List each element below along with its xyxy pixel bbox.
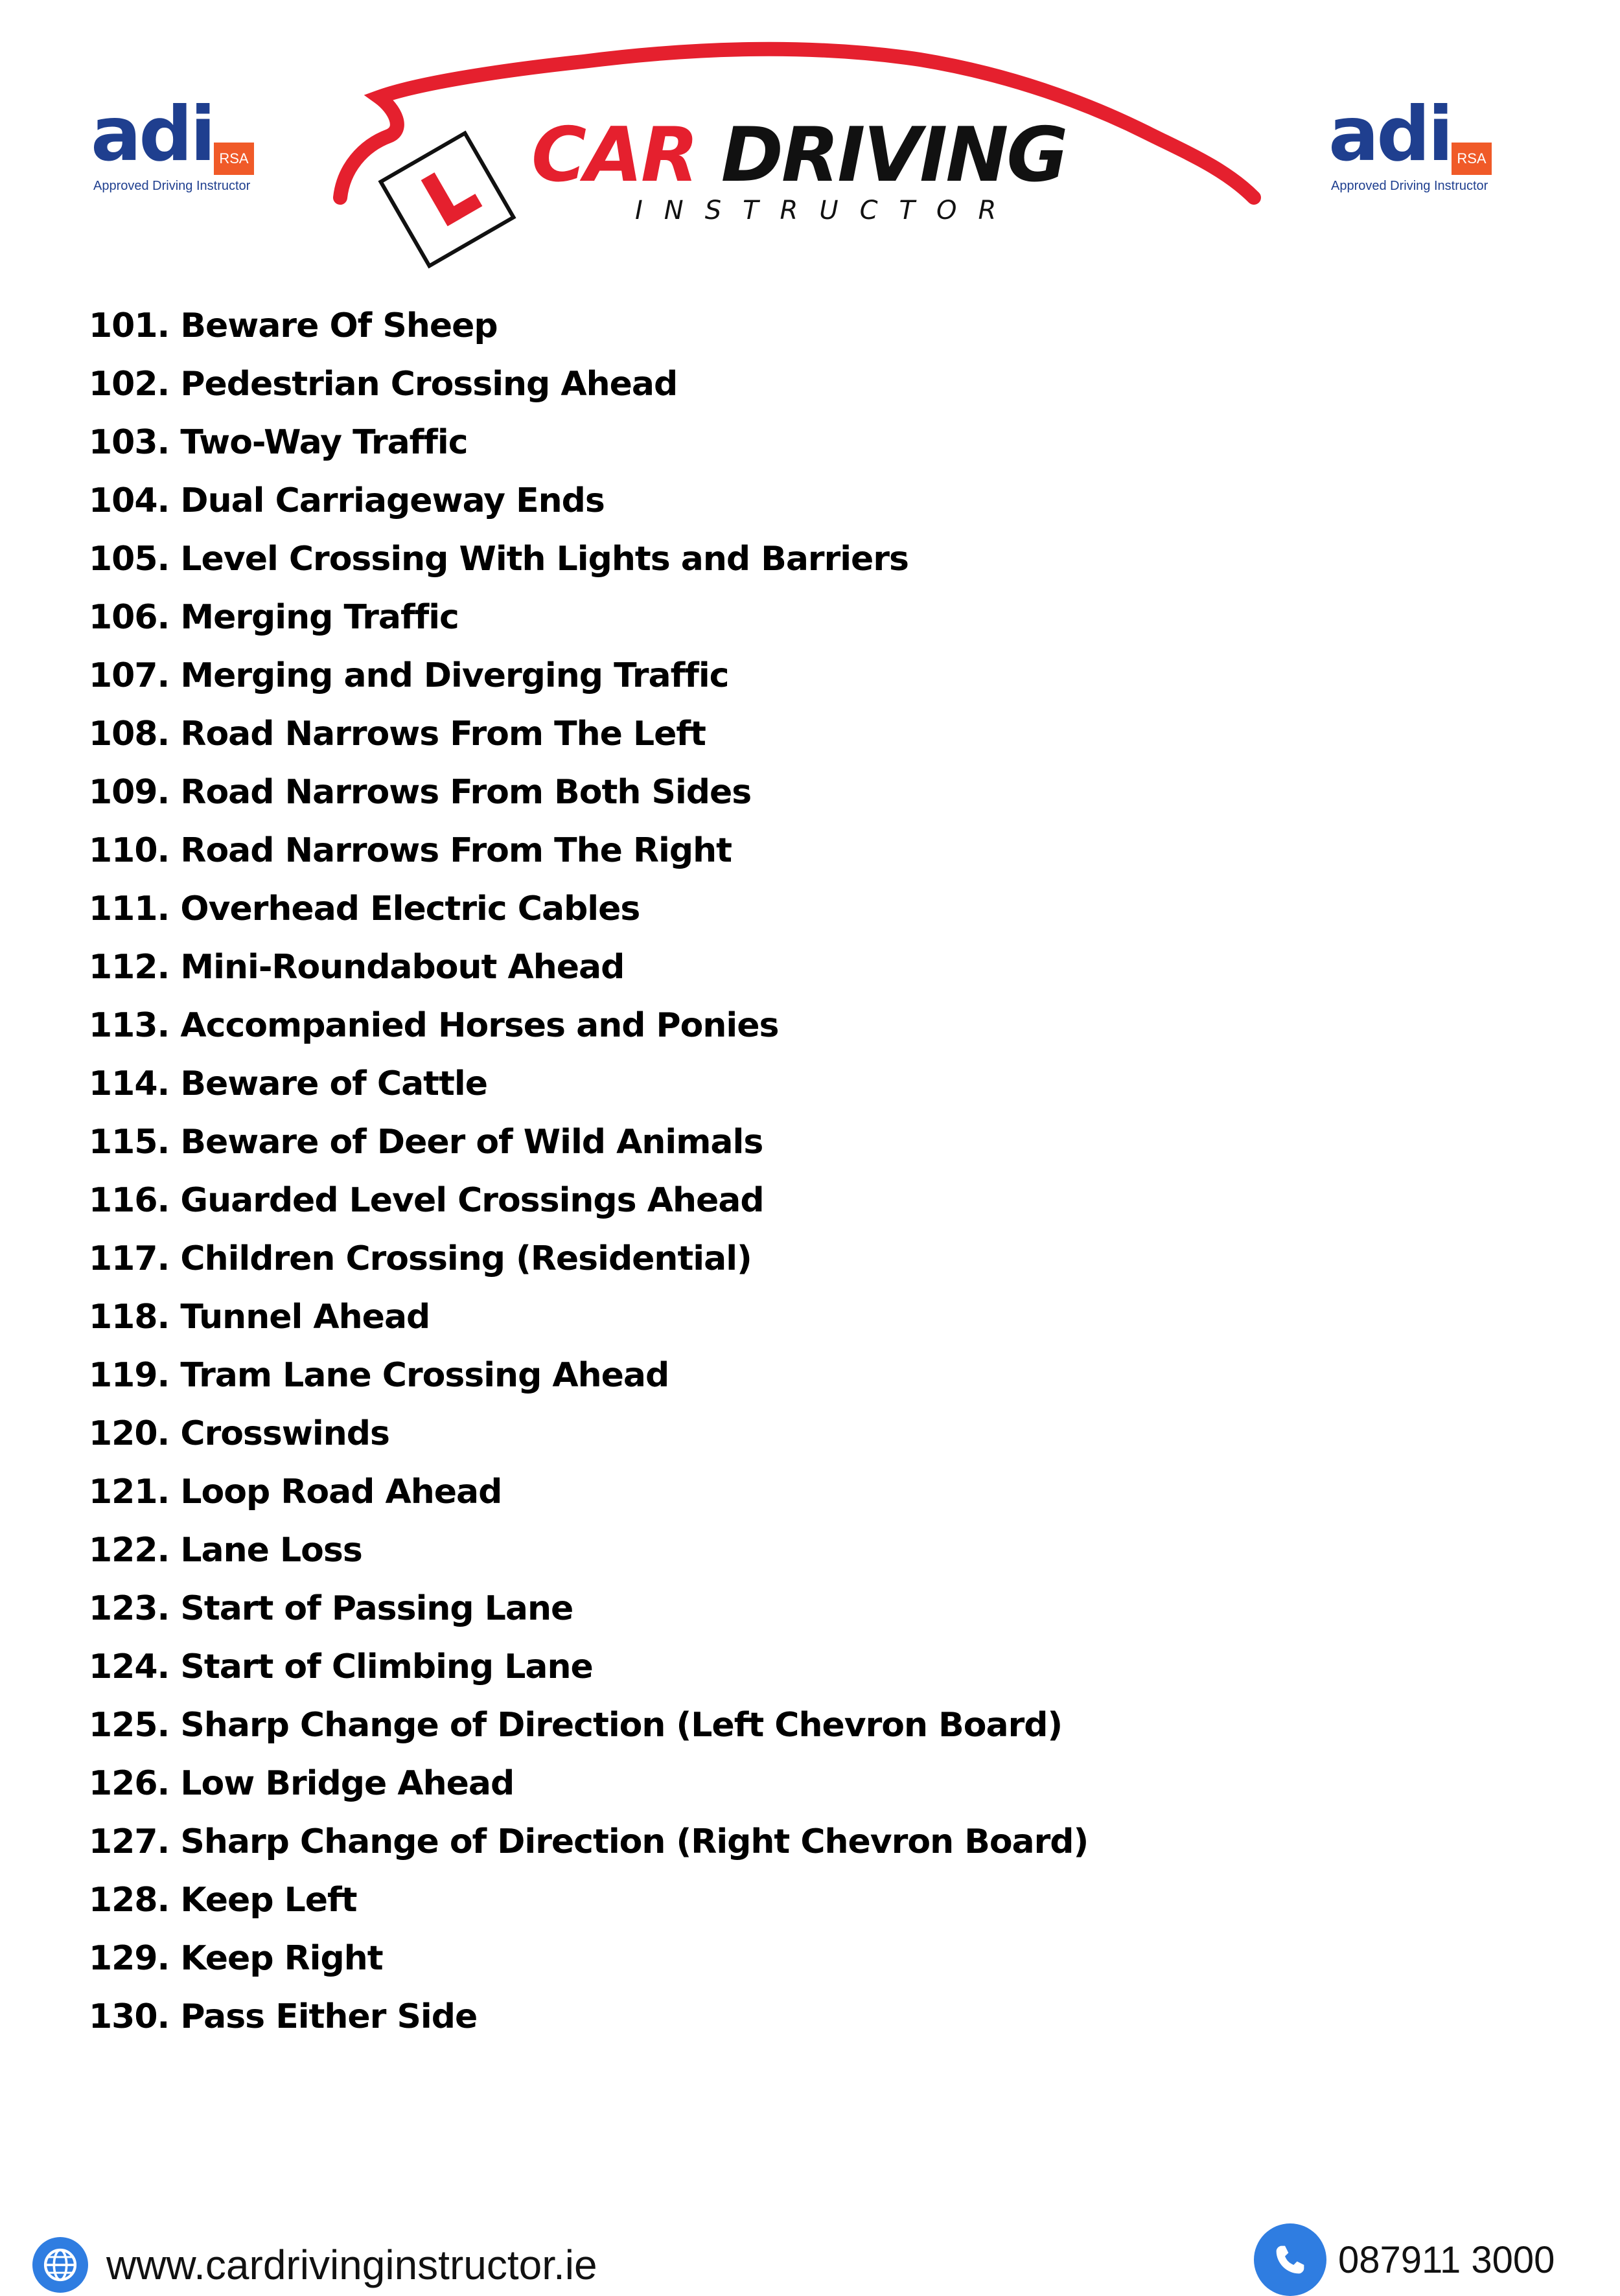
road-sign-list — [89, 297, 1320, 2046]
list-item: 104. Dual Carriageway Ends — [89, 481, 605, 520]
adi-logo-mark: adi — [91, 91, 214, 178]
list-item: 127. Sharp Change of Direction (Right Chevron Board) — [89, 1822, 1089, 1861]
list-item: 129. Keep Right — [89, 1939, 383, 1978]
list-item: 116. Guarded Level Crossings Ahead — [89, 1181, 764, 1220]
list-item: 123. Start of Passing Lane — [89, 1589, 573, 1628]
website-link[interactable]: www.cardrivinginstructor.ie — [106, 2242, 597, 2288]
list-item: 111. Overhead Electric Cables — [89, 890, 640, 928]
list-item: 120. Crosswinds — [89, 1414, 389, 1453]
adi-logo-left — [91, 91, 266, 201]
list-item: 102. Pedestrian Crossing Ahead — [89, 365, 678, 404]
list-item: 119. Tram Lane Crossing Ahead — [89, 1356, 669, 1395]
list-item: 115. Beware of Deer of Wild Animals — [89, 1123, 763, 1162]
list-item: 110. Road Narrows From The Right — [89, 831, 732, 870]
list-item: 125. Sharp Change of Direction (Left Chevron Board) — [89, 1706, 1063, 1745]
list-item: 130. Pass Either Side — [89, 1997, 478, 2036]
list-item: 114. Beware of Cattle — [89, 1064, 487, 1103]
adi-logo-mark: adi — [1328, 91, 1452, 178]
list-item: 107. Merging and Diverging Traffic — [89, 656, 729, 695]
list-item: 101. Beware Of Sheep — [89, 306, 498, 345]
list-item: 103. Two-Way Traffic — [89, 423, 468, 462]
list-item: 108. Road Narrows From The Left — [89, 715, 706, 753]
adi-logo-right — [1328, 91, 1503, 201]
globe-icon — [32, 2237, 88, 2293]
footer-phone[interactable] — [1254, 2229, 1555, 2291]
list-item: 121. Loop Road Ahead — [89, 1473, 502, 1511]
list-item: 106. Merging Traffic — [89, 598, 459, 637]
rsa-badge: RSA — [1452, 143, 1492, 175]
footer-website[interactable] — [32, 2234, 597, 2296]
list-item: 112. Mini-Roundabout Ahead — [89, 948, 625, 987]
brand-word-driving: DRIVING — [721, 111, 1067, 199]
list-item: 122. Lane Loss — [89, 1531, 362, 1570]
adi-caption: Approved Driving Instructor — [93, 179, 251, 193]
list-item: 117. Children Crossing (Residential) — [89, 1239, 752, 1278]
list-item: 126. Low Bridge Ahead — [89, 1764, 515, 1803]
rsa-badge: RSA — [214, 143, 254, 175]
phone-number[interactable]: 087911 3000 — [1338, 2238, 1555, 2281]
brand-word-car: CAR — [531, 111, 697, 199]
list-item: 128. Keep Left — [89, 1881, 357, 1920]
list-item: 105. Level Crossing With Lights and Barriers — [89, 540, 908, 579]
list-item: 124. Start of Climbing Lane — [89, 1647, 593, 1686]
brand-title — [531, 113, 1067, 198]
l-plate-icon — [381, 133, 514, 266]
phone-icon — [1254, 2223, 1326, 2296]
adi-caption: Approved Driving Instructor — [1331, 179, 1488, 193]
brand-subtitle: INSTRUCTOR — [635, 196, 1018, 225]
list-item: 118. Tunnel Ahead — [89, 1298, 430, 1337]
list-item: 113. Accompanied Horses and Ponies — [89, 1006, 779, 1045]
list-item: 109. Road Narrows From Both Sides — [89, 773, 752, 812]
